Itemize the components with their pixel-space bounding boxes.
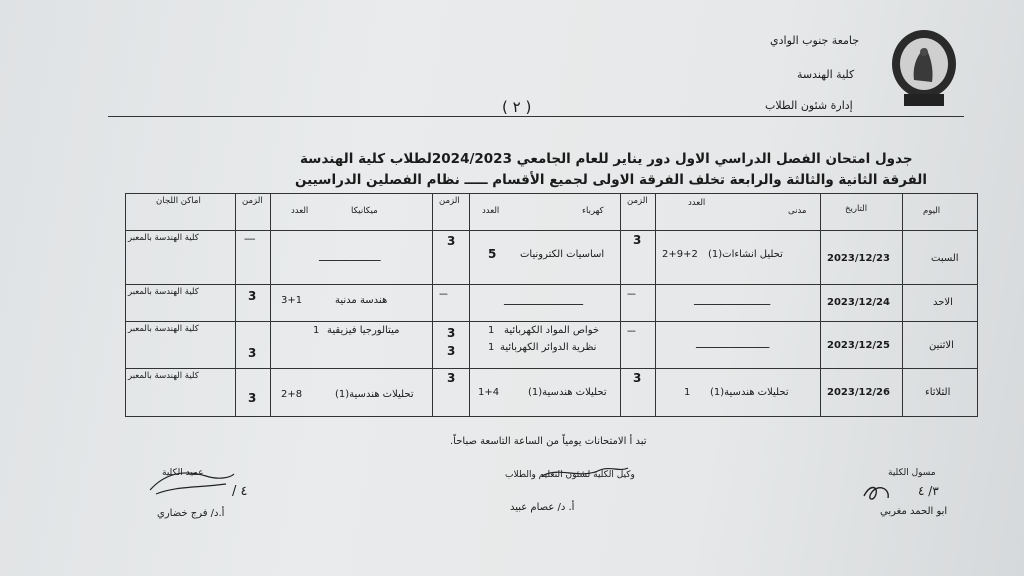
mech-subject-cell: تحليلات هندسية(1) (335, 389, 414, 400)
date-cell: 2023/12/24 (827, 297, 890, 308)
civil-subject-cell: ـــــــــــــــــــــــــ (696, 340, 770, 351)
university-name: جامعة جنوب الوادي (770, 34, 860, 47)
table-row (126, 285, 978, 322)
right-signature-date: ٣/ ٤ (918, 484, 939, 498)
table-header-row (126, 194, 978, 231)
middle-signatory-title: وكيل الكلية لشئون التعليم والطلاب (505, 470, 635, 480)
elec-count-cell: 1+4 (478, 387, 500, 398)
location-cell: كلية الهندسة بالمعبر (128, 287, 199, 297)
left-signature-date: ٤ / (232, 484, 248, 499)
elec-time-cell: 3 (447, 371, 456, 385)
header-count-elec: العدد (482, 206, 500, 216)
right-signatory-title: مسول الكلية (888, 468, 936, 478)
table-row (126, 231, 978, 285)
elec-subject-cell: خواص المواد الكهربائية (504, 325, 600, 336)
page-number: ( ٢ ) (502, 98, 532, 116)
day-cell: الاثنين (929, 340, 954, 351)
mech-subject-cell: ـــــــــــــــــــــ (319, 253, 381, 264)
header-date: التاريخ (845, 204, 868, 214)
header-count-mech: العدد (291, 206, 309, 216)
header-divider (108, 116, 964, 117)
faculty-name: كلية الهندسة (797, 68, 855, 81)
header-mechanical: ميكانيكا (351, 206, 378, 216)
civil-time-cell: --- (627, 289, 635, 300)
exam-schedule-table (125, 193, 978, 417)
header-time-civil: الزمن (627, 196, 648, 206)
date-cell: 2023/12/23 (827, 253, 890, 264)
mech-count-cell: 2+8 (281, 389, 303, 400)
table-row (126, 369, 978, 417)
header-civil: مدنى (788, 206, 807, 216)
header-day: اليوم (923, 206, 941, 216)
elec-time-cell: 3 (447, 234, 456, 248)
header-time-elec: الزمن (439, 196, 460, 206)
mech-subject-cell: هندسة مدنية (335, 295, 388, 306)
civil-time-cell: --- (627, 326, 635, 337)
day-cell: الثلاثاء (925, 387, 951, 398)
right-signature-mark (860, 480, 920, 504)
civil-time-cell: 3 (633, 233, 642, 247)
mech-subject-cell: ميتالورجيا فيزيقية (327, 325, 400, 336)
elec-subject-cell: تحليلات هندسية(1) (528, 387, 607, 398)
location-cell: كلية الهندسة بالمعبر (128, 233, 199, 243)
civil-subject-cell: تحليلات هندسية(1) (710, 387, 789, 398)
mech-count-cell: 1 (313, 325, 320, 336)
location-cell: كلية الهندسة بالمعبر (128, 371, 199, 381)
title-line-2: الفرقة الثانية والثالثة والرابعة تخلف الفرقة الاولى لجميع الأقسام ـــــ نظام الفصلين الدراسيين (295, 172, 928, 188)
day-cell: الاحد (933, 297, 953, 308)
elec-subject-cell: نظرية الدوائر الكهربائية (500, 342, 597, 353)
mech-time-cell: 3 (248, 346, 257, 360)
elec-time-cell: --- (439, 289, 447, 300)
middle-signatory-name: أ. د/ عصام عبيد (510, 502, 575, 513)
mech-time-cell: ---- (244, 234, 255, 245)
left-signatory-title: عميد الكلية (162, 468, 204, 478)
elec-count-cell: 1 (488, 342, 495, 353)
elec-count-cell: 1 (488, 325, 495, 336)
header-time-mech: الزمن (242, 196, 263, 206)
elec-subject-cell: ـــــــــــــــــــــــــــ (504, 297, 584, 308)
elec-time-cell: 3 (447, 326, 456, 340)
elec-time-cell: 3 (447, 344, 456, 358)
civil-time-cell: 3 (633, 371, 642, 385)
department-name: إدارة شئون الطلاب (765, 99, 853, 112)
civil-subject-cell: ــــــــــــــــــــــــــ (694, 297, 771, 308)
title-line-1: جدول امتحان الفصل الدراسي الاول دور يناير للعام الجامعي 2024/2023لطلاب كلية الهندسة (300, 151, 913, 167)
middle-signature-mark (540, 462, 630, 482)
university-logo (888, 22, 960, 108)
header-electrical: كهرباء (582, 206, 604, 216)
mech-time-cell: 3 (248, 391, 257, 405)
date-cell: 2023/12/25 (827, 340, 890, 351)
header-locations: اماكن اللجان (156, 196, 201, 206)
civil-count-cell: 1 (684, 387, 691, 398)
mech-count-cell: 3+1 (281, 295, 303, 306)
header-count-civil: العدد (688, 198, 706, 208)
civil-count-cell: 2+9+2 (662, 249, 698, 260)
civil-subject-cell: تحليل انشاءات(1) (708, 249, 783, 260)
mech-time-cell: 3 (248, 289, 257, 303)
location-cell: كلية الهندسة بالمعبر (128, 324, 199, 334)
left-signatory-name: أ.د/ فرج خضاري (157, 508, 225, 519)
date-cell: 2023/12/26 (827, 387, 890, 398)
elec-subject-cell: اساسيات الكترونيات (520, 249, 605, 260)
start-time-note: تبد أ الامتحانات يومياً من الساعة التاسعة صباحاً. (450, 436, 647, 447)
elec-count-cell: 5 (488, 247, 497, 261)
day-cell: السبت (931, 253, 959, 264)
table-row (126, 322, 978, 369)
right-signatory-name: ابو الحمد مغربي (880, 506, 948, 517)
